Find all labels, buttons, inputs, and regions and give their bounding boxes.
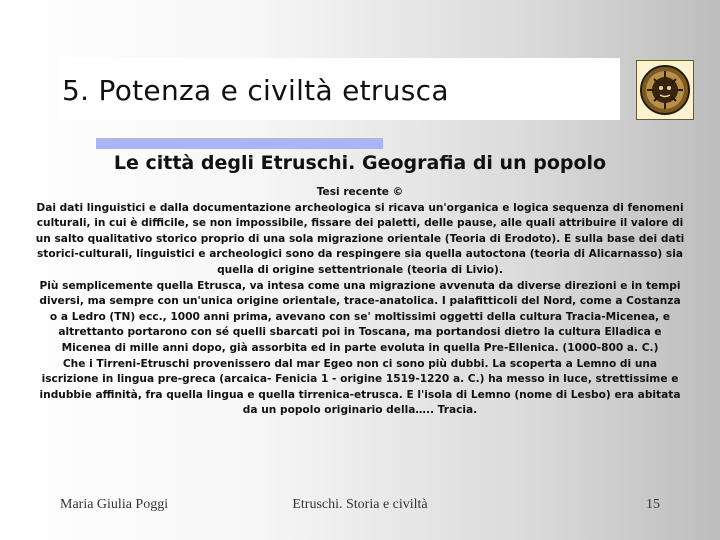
etruscan-medallion-icon bbox=[637, 61, 693, 119]
slide-subtitle: Le città degli Etruschi. Geografia di un popolo bbox=[113, 152, 607, 174]
body-text bbox=[34, 185, 686, 419]
paragraph-2: Più semplicemente quella Etrusca, va intesa come una migrazione avvenuta da diverse direzioni e in tempi diversi, ma sempre con un'unica origine orientale, trace-anatolica. I palafitticoli del Nord, come a Costanza o a Ledro (TN) ecc., 1000 anni prima, avevano con se' moltissimi oggetti della cultura Tracia-Micenea, e altrettanto portarono con sé quelli sbarcati poi in Toscana, ma portandosi dietro la cultura Elladica e Micenea di mille anni dopo, già assorbita ed in parte evoluta in quella Pre-Ellenica. (1000-800 a. C.) bbox=[39, 279, 681, 354]
page-number: 15 bbox=[646, 497, 660, 512]
footer-course: Etruschi. Storia e civiltà bbox=[292, 497, 428, 512]
paragraph-3: Che i Tirreni-Etruschi provenissero dal mar Egeo non ci sono più dubbi. La scoperta a Lemno di una iscrizione in lingua pre-greca (arcaica- Fenicia 1 - origine 1519-1220 a. C.) ha messo in luce, strettissime e indubbie affinità, fra quella lingua e quella tirrenica-etrusca. E l'isola di Lemno (nome di Lesbo) era abitata da un popolo originario della….. Tracia. bbox=[39, 357, 681, 417]
slide-title: 5. Potenza e civiltà etrusca bbox=[62, 74, 449, 107]
footer-author: Maria Giulia Poggi bbox=[60, 497, 169, 512]
paragraph-1: Dai dati linguistici e dalla documentazione archeologica si ricava un'organica e logica sequenza di fenomeni culturali, in cui è difficile, se non impossibile, fissare dei paletti, delle pause, alle quali attribuire il valore di un salto qualitativo storico proprio di una sola migrazione orientale (Teoria di Erodoto). E sulla base dei dati storici-culturali, linguistici e archeologici sono da respingere sia quella autoctona (teoria di Alicarnasso) sia quella di origine settentrionale (teoria di Livio). bbox=[35, 201, 685, 276]
accent-bar bbox=[96, 138, 383, 149]
thesis-label: Tesi recente © bbox=[316, 186, 404, 198]
logo bbox=[636, 60, 694, 120]
